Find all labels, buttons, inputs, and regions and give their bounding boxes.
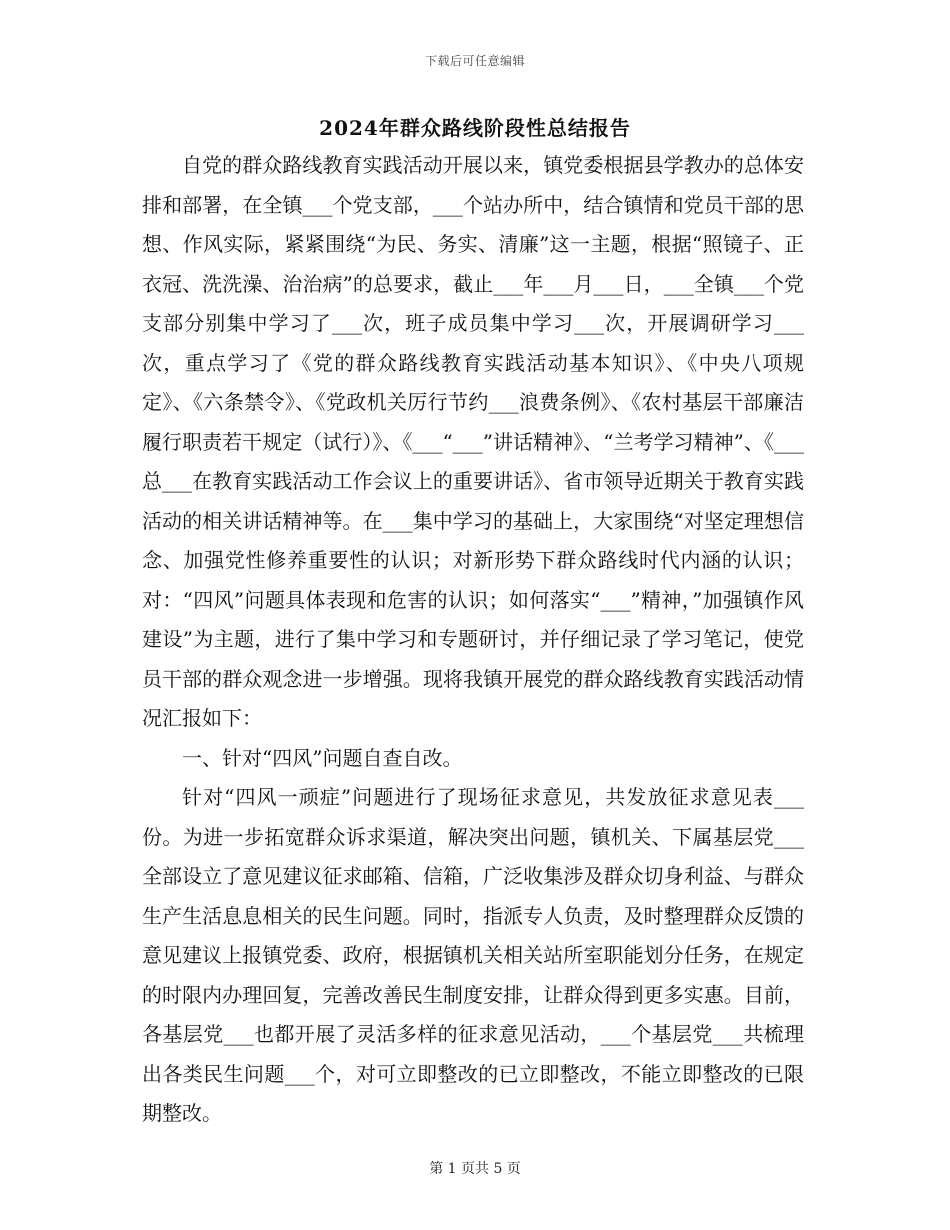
editable-note: 下载后可任意编辑 [424,54,525,68]
document-body [142,146,804,1134]
document-title: 2024年群众路线阶段性总结报告 [319,116,631,140]
paragraph-section-heading: 一、针对“四风”问题自查自改。 [182,745,463,770]
paragraph-section-content: 针对“四风一顽症”问题进行了现场征求意见，共发放征求意见表___份。为进一步拓宽群众诉求渠道，解决突出问题，镇机关、下属基层党___全部设立了意见建议征求邮箱、信箱，广泛收集涉及群众切身利益、与群众生产生活息息相关的民生问题。同时，指派专人负责，及时整理群众反馈的意见建议上报镇党委、政府，根据镇机关相关站所室职能划分任务，在规定的时限内办理回复，完善改善民生制度安排，让群众得到更多实惠。目前，各基层党___也都开展了灵活多样的征求意见活动，___个基层党___共梳理出各类民生问题___个，对可立即整改的已立即整改，不能立即整改的已限期整改。 [142,785,804,1125]
paragraph-intro: 自党的群众路线教育实践活动开展以来，镇党委根据县学教办的总体安排和部署，在全镇___个党支部，___个站办所中，结合镇情和党员干部的思想、作风实际，紧紧围绕“为民、务实、清廉”这一主题，根据“照镜子、正衣冠、洗洗澡、治治病”的总要求，截止___年___月___日，___全镇___个党支部分别集中学习了___次，班子成员集中学习___次，开展调研学习___次，重点学习了《党的群众路线教育实践活动基本知识》、《中央八项规定》、《六条禁令》、《党政机关厉行节约___浪费条例》、《农村基层干部廉洁履行职责若干规定（试行）》、《___“___”讲话精神》、“兰考学习精神”、《___总___在教育实践活动工作会议上的重要讲话》、省市领导近期关于教育实践活动的相关讲话精神等。在___集中学习的基础上，大家围绕“对坚定理想信念、加强党性修养重要性的认识；对新形势下群众路线时代内涵的认识；对：“四风”问题具体表现和危害的认识；如何落实“___”精神，”加强镇作风建设”为主题，进行了集中学习和专题研讨，并仔细记录了学习笔记，使党员干部的群众观念进一步增强。现将我镇开展党的群众路线教育实践活动情况汇报如下： [142,153,804,730]
page-number: 第 1 页共 5 页 [429,1161,521,1177]
